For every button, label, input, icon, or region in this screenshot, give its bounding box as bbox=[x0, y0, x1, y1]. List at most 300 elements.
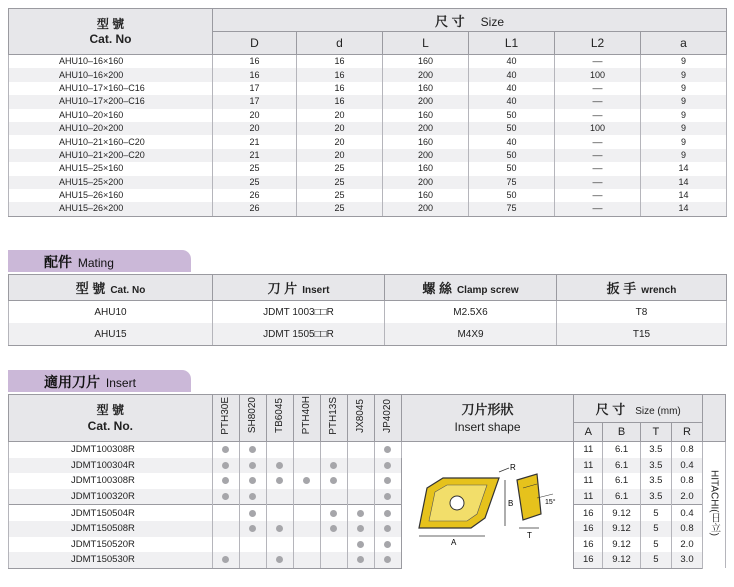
cat-no-header-en: Cat. No bbox=[89, 31, 132, 46]
mating-header-screw bbox=[385, 275, 557, 301]
holder-d-value: 21 bbox=[213, 149, 297, 162]
mating-insert-value: JDMT 1505□□R bbox=[213, 323, 385, 346]
availability-dot-icon bbox=[222, 493, 229, 500]
insert-size-b-value: 9.12 bbox=[603, 505, 640, 521]
availability-dot-icon bbox=[249, 493, 256, 500]
insert-size-r-value: 0.8 bbox=[671, 473, 702, 489]
size-header-cn: 尺 寸 bbox=[435, 13, 465, 29]
holder-cat-no: AHU10–20×160 bbox=[9, 109, 213, 122]
mating-section-title bbox=[8, 250, 191, 272]
holder-d-value: 21 bbox=[213, 135, 297, 148]
insert-row bbox=[9, 552, 726, 568]
mating-screw-value: M4X9 bbox=[385, 323, 557, 346]
holder-row bbox=[9, 202, 727, 216]
insert-size-t-value: 5 bbox=[640, 505, 671, 521]
insert-cat-no: JDMT100304R bbox=[9, 458, 213, 474]
mating-table bbox=[8, 274, 727, 346]
mating-row bbox=[9, 323, 727, 346]
insert-size-a-value: 11 bbox=[574, 473, 603, 489]
holder-cat-no: AHU10–17×160–C16 bbox=[9, 82, 213, 95]
grade-cell-sh8020 bbox=[239, 552, 266, 568]
insert-row bbox=[9, 505, 726, 521]
insert-size-r-value: 3.0 bbox=[671, 552, 702, 568]
holder-l-value: 200 bbox=[383, 149, 469, 162]
holder-l1-value: 50 bbox=[469, 122, 555, 135]
insert-cat-no: JDMT150508R bbox=[9, 521, 213, 537]
maker-label: HITACHI(日立) bbox=[708, 469, 720, 536]
holder-a-value: 9 bbox=[641, 109, 727, 122]
insert-row bbox=[9, 473, 726, 489]
insert-row bbox=[9, 458, 726, 474]
grade-cell-pth40h bbox=[293, 552, 320, 568]
holder-a-value: 14 bbox=[641, 162, 727, 175]
availability-dot-icon bbox=[384, 493, 391, 500]
grade-cell-jx8045 bbox=[347, 537, 374, 553]
insert-size-a-value: 11 bbox=[574, 489, 603, 505]
grade-cell-jx8045 bbox=[347, 442, 374, 458]
grade-header-label: JP4020 bbox=[382, 398, 394, 433]
grade-cell-sh8020 bbox=[239, 442, 266, 458]
holder-d-value: 25 bbox=[297, 202, 383, 216]
insert-size-r-value: 0.4 bbox=[671, 505, 702, 521]
grade-cell-jp4020 bbox=[374, 458, 401, 474]
size-col-header-t: T bbox=[640, 422, 671, 441]
grade-cell-pth13s bbox=[320, 473, 347, 489]
grade-cell-jp4020 bbox=[374, 489, 401, 505]
dim-header-l: L bbox=[383, 32, 469, 55]
insert-size-header bbox=[574, 395, 703, 423]
insert-size-a-value: 16 bbox=[574, 552, 603, 568]
grade-header-tb6045 bbox=[266, 395, 293, 442]
insert-size-r-value: 0.8 bbox=[671, 442, 702, 458]
availability-dot-icon bbox=[276, 556, 283, 563]
grade-cell-tb6045 bbox=[266, 505, 293, 521]
mating-insert-value: JDMT 1003□□R bbox=[213, 301, 385, 324]
holder-d-value: 25 bbox=[297, 176, 383, 189]
holder-l2-value: 100 bbox=[555, 122, 641, 135]
grade-cell-jp4020 bbox=[374, 442, 401, 458]
insert-cat-no: JDMT150530R bbox=[9, 552, 213, 568]
holder-d-value: 20 bbox=[213, 109, 297, 122]
size-col-header-b: B bbox=[603, 422, 640, 441]
holder-cat-no: AHU10–20×200 bbox=[9, 122, 213, 135]
holder-row bbox=[9, 95, 727, 108]
insert-size-a-value: 16 bbox=[574, 521, 603, 537]
grade-cell-pth40h bbox=[293, 458, 320, 474]
holder-d-value: 20 bbox=[297, 109, 383, 122]
holder-d-value: 16 bbox=[297, 95, 383, 108]
mating-wrench-value: T15 bbox=[557, 323, 727, 346]
availability-dot-icon bbox=[330, 510, 337, 517]
size-col-header-a: A bbox=[574, 422, 603, 441]
mating-wrench-value: T8 bbox=[557, 301, 727, 324]
holder-l1-value: 40 bbox=[469, 55, 555, 69]
mating-header-en: Clamp screw bbox=[456, 285, 519, 296]
holder-d-value: 26 bbox=[213, 189, 297, 202]
mating-title-cn: 配件 bbox=[44, 254, 72, 270]
availability-dot-icon bbox=[276, 525, 283, 532]
grade-cell-pth30e bbox=[212, 505, 239, 521]
holder-row bbox=[9, 68, 727, 81]
holder-a-value: 9 bbox=[641, 149, 727, 162]
holder-row bbox=[9, 189, 727, 202]
insert-shape-header-en: Insert shape bbox=[454, 419, 521, 434]
holder-l-value: 200 bbox=[383, 95, 469, 108]
grade-cell-jp4020 bbox=[374, 521, 401, 537]
insert-section-title bbox=[8, 370, 191, 392]
holder-l2-value: –– bbox=[555, 202, 641, 216]
insert-size-b-value: 9.12 bbox=[603, 537, 640, 553]
availability-dot-icon bbox=[357, 556, 364, 563]
grade-cell-jx8045 bbox=[347, 521, 374, 537]
holder-l-value: 160 bbox=[383, 135, 469, 148]
holder-a-value: 9 bbox=[641, 122, 727, 135]
grade-cell-jx8045 bbox=[347, 473, 374, 489]
grade-cell-pth13s bbox=[320, 552, 347, 568]
holder-d-value: 25 bbox=[297, 189, 383, 202]
insert-size-r-value: 0.8 bbox=[671, 521, 702, 537]
insert-size-r-value: 2.0 bbox=[671, 537, 702, 553]
holder-l-value: 200 bbox=[383, 122, 469, 135]
holder-a-value: 9 bbox=[641, 55, 727, 69]
insert-size-t-value: 3.5 bbox=[640, 458, 671, 474]
availability-dot-icon bbox=[249, 510, 256, 517]
grade-cell-sh8020 bbox=[239, 458, 266, 474]
cat-no-header bbox=[9, 9, 213, 55]
availability-dot-icon bbox=[276, 462, 283, 469]
grade-cell-jp4020 bbox=[374, 473, 401, 489]
holder-l-value: 160 bbox=[383, 162, 469, 175]
holder-row bbox=[9, 109, 727, 122]
insert-size-b-value: 9.12 bbox=[603, 521, 640, 537]
grade-cell-tb6045 bbox=[266, 458, 293, 474]
holder-d-value: 17 bbox=[213, 95, 297, 108]
availability-dot-icon bbox=[330, 525, 337, 532]
availability-dot-icon bbox=[249, 477, 256, 484]
grade-cell-tb6045 bbox=[266, 473, 293, 489]
grade-cell-pth40h bbox=[293, 521, 320, 537]
holder-size-table bbox=[8, 8, 727, 217]
insert-row bbox=[9, 537, 726, 553]
insert-size-b-value: 6.1 bbox=[603, 473, 640, 489]
holder-row bbox=[9, 176, 727, 189]
insert-cat-no: JDMT100308R bbox=[9, 442, 213, 458]
figure-label-b: B bbox=[507, 498, 513, 508]
availability-dot-icon bbox=[384, 446, 391, 453]
insert-cat-no: JDMT100320R bbox=[9, 489, 213, 505]
grade-cell-pth40h bbox=[293, 537, 320, 553]
grade-cell-pth30e bbox=[212, 537, 239, 553]
availability-dot-icon bbox=[249, 446, 256, 453]
dim-header-d: D bbox=[213, 32, 297, 55]
grade-cell-jp4020 bbox=[374, 505, 401, 521]
figure-label-a: A bbox=[450, 537, 456, 547]
holder-l-value: 200 bbox=[383, 176, 469, 189]
grade-header-label: SH8020 bbox=[247, 397, 259, 434]
grade-cell-pth30e bbox=[212, 458, 239, 474]
insert-row bbox=[9, 521, 726, 537]
grade-header-pth30e bbox=[212, 395, 239, 442]
grade-header-label: TB6045 bbox=[274, 397, 286, 434]
grade-cell-pth40h bbox=[293, 505, 320, 521]
grade-cell-pth13s bbox=[320, 505, 347, 521]
maker-header bbox=[703, 395, 726, 442]
insert-cat-no: JDMT150504R bbox=[9, 505, 213, 521]
insert-title-en: Insert bbox=[105, 376, 136, 390]
holder-d-value: 20 bbox=[297, 149, 383, 162]
mating-row bbox=[9, 301, 727, 324]
insert-size-b-value: 6.1 bbox=[603, 458, 640, 474]
figure-label-t: T bbox=[526, 530, 532, 540]
holder-l2-value: –– bbox=[555, 95, 641, 108]
holder-l1-value: 40 bbox=[469, 68, 555, 81]
insert-table bbox=[8, 394, 726, 569]
availability-dot-icon bbox=[357, 525, 364, 532]
holder-d-value: 16 bbox=[297, 82, 383, 95]
holder-row bbox=[9, 135, 727, 148]
grade-cell-pth13s bbox=[320, 458, 347, 474]
availability-dot-icon bbox=[384, 541, 391, 548]
grade-cell-sh8020 bbox=[239, 489, 266, 505]
holder-d-value: 16 bbox=[213, 68, 297, 81]
holder-l1-value: 75 bbox=[469, 202, 555, 216]
insert-size-b-value: 9.12 bbox=[603, 552, 640, 568]
holder-d-value: 25 bbox=[213, 176, 297, 189]
holder-l1-value: 50 bbox=[469, 189, 555, 202]
holder-row bbox=[9, 122, 727, 135]
availability-dot-icon bbox=[222, 477, 229, 484]
insert-shape-diagram-icon bbox=[413, 458, 563, 548]
figure-label-r: R bbox=[509, 462, 516, 472]
holder-l-value: 160 bbox=[383, 55, 469, 69]
grade-cell-tb6045 bbox=[266, 552, 293, 568]
holder-a-value: 14 bbox=[641, 176, 727, 189]
grade-cell-pth40h bbox=[293, 473, 320, 489]
holder-l2-value: –– bbox=[555, 176, 641, 189]
grade-cell-tb6045 bbox=[266, 442, 293, 458]
holder-d-value: 20 bbox=[297, 122, 383, 135]
holder-row bbox=[9, 55, 727, 69]
holder-l1-value: 40 bbox=[469, 82, 555, 95]
holder-cat-no: AHU10–21×160–C20 bbox=[9, 135, 213, 148]
holder-d-value: 20 bbox=[297, 135, 383, 148]
holder-l2-value: –– bbox=[555, 189, 641, 202]
availability-dot-icon bbox=[222, 462, 229, 469]
grade-cell-jp4020 bbox=[374, 537, 401, 553]
insert-size-t-value: 5 bbox=[640, 552, 671, 568]
grade-header-pth40h bbox=[293, 395, 320, 442]
holder-l-value: 160 bbox=[383, 109, 469, 122]
grade-header-jp4020 bbox=[374, 395, 401, 442]
insert-size-t-value: 3.5 bbox=[640, 473, 671, 489]
insert-shape-figure bbox=[401, 442, 573, 569]
holder-a-value: 9 bbox=[641, 82, 727, 95]
holder-cat-no: AHU15–25×200 bbox=[9, 176, 213, 189]
size-header bbox=[213, 9, 727, 32]
grade-cell-sh8020 bbox=[239, 505, 266, 521]
grade-cell-pth40h bbox=[293, 489, 320, 505]
insert-size-r-value: 2.0 bbox=[671, 489, 702, 505]
holder-l2-value: –– bbox=[555, 82, 641, 95]
grade-cell-jx8045 bbox=[347, 489, 374, 505]
grade-cell-sh8020 bbox=[239, 473, 266, 489]
mating-header-cat bbox=[9, 275, 213, 301]
grade-header-label: PTH30E bbox=[220, 396, 232, 435]
holder-d-value: 20 bbox=[213, 122, 297, 135]
holder-cat-no: AHU15–26×200 bbox=[9, 202, 213, 216]
grade-header-sh8020 bbox=[239, 395, 266, 442]
mating-header-cn: 螺 絲 bbox=[422, 281, 452, 296]
holder-a-value: 14 bbox=[641, 189, 727, 202]
insert-size-b-value: 6.1 bbox=[603, 489, 640, 505]
grade-cell-sh8020 bbox=[239, 537, 266, 553]
holder-d-value: 16 bbox=[297, 68, 383, 81]
figure-label-angle: 15° bbox=[544, 498, 556, 506]
insert-size-a-value: 16 bbox=[574, 505, 603, 521]
availability-dot-icon bbox=[384, 462, 391, 469]
grade-cell-pth13s bbox=[320, 489, 347, 505]
holder-a-value: 9 bbox=[641, 95, 727, 108]
grade-cell-jx8045 bbox=[347, 458, 374, 474]
mating-header-en: Cat. No bbox=[110, 285, 146, 296]
availability-dot-icon bbox=[357, 541, 364, 548]
holder-cat-no: AHU15–26×160 bbox=[9, 189, 213, 202]
grade-cell-pth30e bbox=[212, 552, 239, 568]
availability-dot-icon bbox=[357, 510, 364, 517]
availability-dot-icon bbox=[330, 462, 337, 469]
dim-header-l2: L2 bbox=[555, 32, 641, 55]
mating-screw-value: M2.5X6 bbox=[385, 301, 557, 324]
insert-row bbox=[9, 442, 726, 458]
holder-l1-value: 50 bbox=[469, 162, 555, 175]
holder-l1-value: 40 bbox=[469, 135, 555, 148]
dim-header-a: a bbox=[641, 32, 727, 55]
insert-size-a-value: 11 bbox=[574, 442, 603, 458]
grade-cell-tb6045 bbox=[266, 537, 293, 553]
holder-l2-value: –– bbox=[555, 162, 641, 175]
holder-d-value: 16 bbox=[213, 55, 297, 69]
grade-header-label: PTH13S bbox=[328, 396, 340, 435]
grade-cell-pth30e bbox=[212, 489, 239, 505]
holder-d-value: 16 bbox=[297, 55, 383, 69]
grade-cell-sh8020 bbox=[239, 521, 266, 537]
insert-size-header-cn: 尺 寸 bbox=[595, 401, 626, 417]
insert-title-cn: 適用刀片 bbox=[44, 374, 100, 390]
size-header-en: Size bbox=[480, 14, 504, 29]
availability-dot-icon bbox=[222, 556, 229, 563]
mating-header-cn: 扳 手 bbox=[606, 281, 637, 296]
grade-cell-pth30e bbox=[212, 521, 239, 537]
holder-l2-value: –– bbox=[555, 149, 641, 162]
grade-cell-pth40h bbox=[293, 442, 320, 458]
holder-a-value: 14 bbox=[641, 202, 727, 216]
holder-d-value: 17 bbox=[213, 82, 297, 95]
holder-a-value: 9 bbox=[641, 68, 727, 81]
availability-dot-icon bbox=[303, 477, 310, 484]
mating-header-cn: 刀 片 bbox=[267, 281, 298, 296]
insert-shape-header-cn: 刀片形狀 bbox=[461, 401, 514, 417]
holder-l2-value: –– bbox=[555, 55, 641, 69]
holder-d-value: 25 bbox=[297, 162, 383, 175]
holder-l-value: 200 bbox=[383, 202, 469, 216]
holder-l1-value: 40 bbox=[469, 95, 555, 108]
insert-size-header-en: Size (mm) bbox=[635, 405, 681, 417]
grade-cell-tb6045 bbox=[266, 489, 293, 505]
mating-cat-value: AHU15 bbox=[9, 323, 213, 346]
size-col-header-r: R bbox=[671, 422, 702, 441]
grade-header-label: JX8045 bbox=[355, 398, 367, 433]
holder-cat-no: AHU15–25×160 bbox=[9, 162, 213, 175]
insert-size-a-value: 11 bbox=[574, 458, 603, 474]
mating-title-en: Mating bbox=[77, 256, 114, 270]
grade-cell-pth30e bbox=[212, 473, 239, 489]
holder-cat-no: AHU10–16×160 bbox=[9, 55, 213, 69]
holder-row bbox=[9, 82, 727, 95]
mating-header-insert bbox=[213, 275, 385, 301]
grade-header-jx8045 bbox=[347, 395, 374, 442]
availability-dot-icon bbox=[276, 477, 283, 484]
grade-header-pth13s bbox=[320, 395, 347, 442]
insert-row bbox=[9, 489, 726, 505]
holder-l1-value: 50 bbox=[469, 149, 555, 162]
availability-dot-icon bbox=[330, 477, 337, 484]
maker-cell bbox=[703, 442, 726, 569]
insert-cat-no: JDMT150520R bbox=[9, 537, 213, 553]
holder-row bbox=[9, 149, 727, 162]
holder-d-value: 25 bbox=[213, 162, 297, 175]
insert-size-t-value: 5 bbox=[640, 521, 671, 537]
holder-l-value: 200 bbox=[383, 68, 469, 81]
availability-dot-icon bbox=[384, 525, 391, 532]
availability-dot-icon bbox=[384, 510, 391, 517]
mating-header-cn: 型 號 bbox=[75, 281, 106, 296]
cat-no-header-cn: 型 號 bbox=[96, 16, 125, 31]
holder-row bbox=[9, 162, 727, 175]
availability-dot-icon bbox=[384, 477, 391, 484]
holder-d-value: 26 bbox=[213, 202, 297, 216]
holder-l1-value: 50 bbox=[469, 109, 555, 122]
availability-dot-icon bbox=[249, 525, 256, 532]
insert-size-a-value: 16 bbox=[574, 537, 603, 553]
grade-header-label: PTH40H bbox=[301, 396, 313, 435]
holder-l2-value: –– bbox=[555, 135, 641, 148]
dim-header-l1: L1 bbox=[469, 32, 555, 55]
insert-size-r-value: 0.4 bbox=[671, 458, 702, 474]
insert-size-t-value: 3.5 bbox=[640, 442, 671, 458]
holder-cat-no: AHU10–16×200 bbox=[9, 68, 213, 81]
mating-header-en: Insert bbox=[302, 285, 330, 296]
availability-dot-icon bbox=[249, 462, 256, 469]
mating-cat-value: AHU10 bbox=[9, 301, 213, 324]
mating-header-en: wrench bbox=[641, 285, 677, 296]
holder-l1-value: 75 bbox=[469, 176, 555, 189]
insert-size-t-value: 3.5 bbox=[640, 489, 671, 505]
holder-l-value: 160 bbox=[383, 189, 469, 202]
insert-shape-header bbox=[401, 395, 573, 442]
grade-cell-jx8045 bbox=[347, 505, 374, 521]
mating-header-wrench bbox=[557, 275, 727, 301]
holder-l2-value: 100 bbox=[555, 68, 641, 81]
grade-cell-tb6045 bbox=[266, 521, 293, 537]
insert-size-t-value: 5 bbox=[640, 537, 671, 553]
grade-cell-pth30e bbox=[212, 442, 239, 458]
grade-cell-pth13s bbox=[320, 442, 347, 458]
holder-cat-no: AHU10–17×200–C16 bbox=[9, 95, 213, 108]
grade-cell-pth13s bbox=[320, 521, 347, 537]
availability-dot-icon bbox=[384, 556, 391, 563]
holder-l-value: 160 bbox=[383, 82, 469, 95]
availability-dot-icon bbox=[222, 446, 229, 453]
